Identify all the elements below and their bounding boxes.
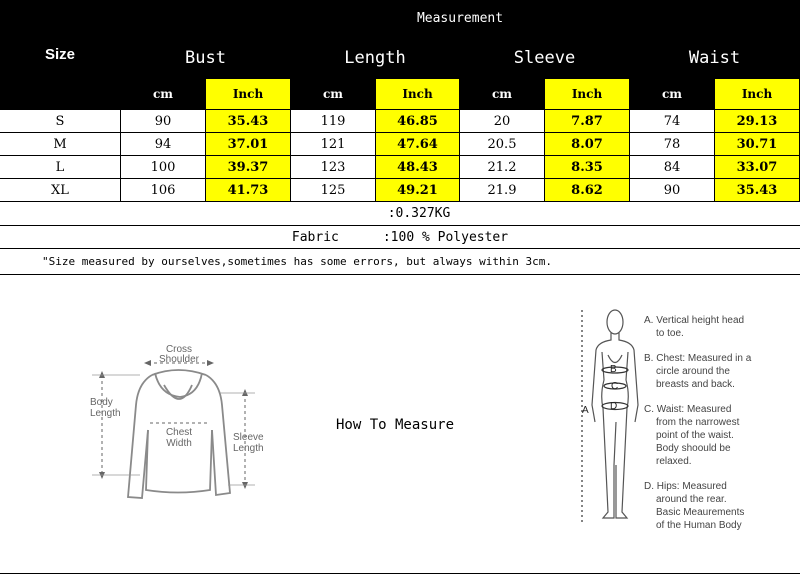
cm-value-cell: [291, 133, 376, 156]
size-header: [0, 0, 121, 110]
body-note-line: around the rear.: [656, 494, 727, 505]
unit-label: cm: [322, 87, 343, 101]
shirt-diagram: [80, 335, 290, 510]
value-label: 94: [154, 136, 172, 152]
body-letter-a: A: [582, 405, 589, 416]
sleeve-length-label: Sleeve: [233, 432, 264, 443]
inch-value-cell: [376, 133, 460, 156]
value-label: 30.71: [736, 136, 778, 152]
inch-value-cell: [206, 133, 291, 156]
size-cell: [0, 110, 121, 133]
body-note: [644, 352, 794, 391]
value-label: 20.5: [487, 136, 517, 152]
fabric-label: Fabric: [291, 229, 339, 245]
size-label: XL: [51, 182, 69, 198]
unit-label: cm: [152, 87, 173, 101]
body-note-line: breasts and back.: [656, 379, 735, 390]
value-label: 8.35: [571, 159, 603, 175]
body-note-line: of the Human Body: [656, 520, 742, 531]
measurement-header-label: Measurement: [416, 11, 504, 26]
guide-title: How To Measure: [336, 417, 455, 433]
value-label: 41.73: [227, 182, 269, 198]
cross-shoulder-label: Shoulder: [158, 354, 200, 365]
cm-value-cell: [460, 133, 545, 156]
cm-value-cell: [460, 110, 545, 133]
value-label: 37.01: [227, 136, 269, 152]
inch-value-cell: [715, 133, 800, 156]
cm-value-cell: [460, 156, 545, 179]
size-cell: [0, 156, 121, 179]
group-header-waist: [630, 38, 800, 79]
inch-value-cell: [545, 156, 630, 179]
cm-value-cell: [121, 179, 206, 202]
how-to-measure-title: [336, 417, 454, 433]
body-note-line: point of the waist.: [656, 430, 734, 441]
group-label: Waist: [688, 48, 741, 68]
value-label: 7.87: [571, 113, 603, 129]
chest-width-label: Width: [166, 438, 192, 449]
unit-label: Inch: [232, 87, 264, 101]
cm-value-cell: [291, 179, 376, 202]
fabric-value: :100 % Polyester: [382, 229, 509, 245]
inch-value-cell: [376, 110, 460, 133]
weight-value: :0.327KG: [387, 206, 451, 221]
unit-inch: [715, 79, 800, 110]
unit-label: cm: [491, 87, 512, 101]
unit-label: Inch: [571, 87, 603, 101]
inch-value-cell: [715, 156, 800, 179]
group-label: Sleeve: [513, 48, 576, 68]
value-label: 125: [320, 182, 346, 198]
inch-value-cell: [545, 133, 630, 156]
inch-value-cell: [545, 179, 630, 202]
body-note: [644, 403, 794, 468]
body-note-line: B. Chest: Measured in a: [644, 353, 752, 364]
size-note: "Size measured by ourselves,sometimes has some errors, but always within 3cm.: [42, 255, 552, 268]
value-label: 29.13: [736, 113, 778, 129]
body-note-line: to toe.: [656, 328, 684, 339]
cm-value-cell: [630, 156, 715, 179]
body-note-line: relaxed.: [656, 456, 692, 467]
body-note-line: Basic Meaurements: [656, 507, 745, 518]
unit-inch: [206, 79, 291, 110]
body-note-line: from the narrowest: [656, 417, 740, 428]
value-label: 106: [150, 182, 176, 198]
unit-inch: [545, 79, 630, 110]
cm-value-cell: [291, 156, 376, 179]
unit-label: cm: [661, 87, 682, 101]
value-label: 49.21: [397, 182, 438, 198]
value-label: 123: [320, 159, 346, 175]
body-letter-b: B: [610, 364, 617, 375]
value-label: 8.07: [571, 136, 603, 152]
value-label: 90: [663, 182, 681, 198]
value-label: 48.43: [397, 159, 438, 175]
sleeve-length-label: Length: [233, 443, 264, 454]
cm-value-cell: [630, 110, 715, 133]
inch-value-cell: [206, 110, 291, 133]
inch-value-cell: [376, 156, 460, 179]
value-label: 119: [320, 113, 346, 129]
inch-value-cell: [715, 110, 800, 133]
value-label: 100: [150, 159, 176, 175]
group-header-bust: [121, 38, 291, 79]
body-note-line: D. Hips: Measured: [644, 481, 727, 492]
value-label: 78: [663, 136, 681, 152]
cm-value-cell: [121, 156, 206, 179]
cm-value-cell: [121, 110, 206, 133]
body-note: [644, 480, 794, 532]
body-note-line: C. Waist: Measured: [644, 404, 732, 415]
cm-value-cell: [630, 133, 715, 156]
unit-cm: [291, 79, 376, 110]
cm-value-cell: [291, 110, 376, 133]
body-notes: [644, 314, 794, 532]
size-label: S: [55, 113, 65, 129]
group-header-sleeve: [460, 38, 630, 79]
value-label: 21.2: [487, 159, 517, 175]
cm-value-cell: [460, 179, 545, 202]
chest-width-label: Chest: [165, 427, 193, 438]
size-cell: [0, 179, 121, 202]
value-label: 46.85: [397, 113, 438, 129]
value-label: 121: [320, 136, 346, 152]
body-length-label: Body: [90, 397, 113, 408]
inch-value-cell: [376, 179, 460, 202]
value-label: 33.07: [736, 159, 778, 175]
value-label: 84: [663, 159, 681, 175]
body-letter-c: C: [611, 381, 619, 392]
body-note: [644, 314, 794, 340]
cm-value-cell: [121, 133, 206, 156]
group-header-length: [291, 38, 460, 79]
unit-cm: [630, 79, 715, 110]
body-length-label: Length: [90, 408, 121, 419]
size-label: L: [55, 159, 65, 175]
measurement-header: [121, 0, 800, 38]
unit-cm: [121, 79, 206, 110]
unit-label: Inch: [402, 87, 433, 101]
arrow-heads: [99, 360, 248, 489]
value-label: 47.64: [397, 136, 438, 152]
inch-value-cell: [206, 156, 291, 179]
cross-shoulder-label: Cross: [165, 344, 193, 355]
value-label: 35.43: [736, 182, 778, 198]
body-note-line: A. Vertical height head: [644, 315, 745, 326]
inch-value-cell: [545, 110, 630, 133]
value-label: 21.9: [487, 182, 517, 198]
unit-label: Inch: [741, 87, 773, 101]
value-label: 74: [663, 113, 681, 129]
value-label: 20: [493, 113, 511, 129]
unit-cm: [460, 79, 545, 110]
group-label: Length: [344, 48, 406, 68]
size-label: M: [53, 136, 67, 152]
value-label: 8.62: [571, 182, 603, 198]
body-outline: [592, 310, 638, 518]
size-header-label: Size: [44, 46, 75, 63]
fabric-row: [0, 226, 800, 249]
body-letter-d: D: [610, 401, 618, 412]
body-note-line: circle around the: [656, 366, 730, 377]
cm-value-cell: [630, 179, 715, 202]
weight-row: [0, 202, 800, 226]
value-label: 39.37: [227, 159, 269, 175]
note-row: [0, 249, 800, 275]
body-note-line: Body shoould be: [656, 443, 731, 454]
inch-value-cell: [715, 179, 800, 202]
unit-inch: [376, 79, 460, 110]
group-label: Bust: [185, 48, 226, 68]
inch-value-cell: [206, 179, 291, 202]
value-label: 35.43: [227, 113, 269, 129]
size-cell: [0, 133, 121, 156]
value-label: 90: [154, 113, 172, 129]
